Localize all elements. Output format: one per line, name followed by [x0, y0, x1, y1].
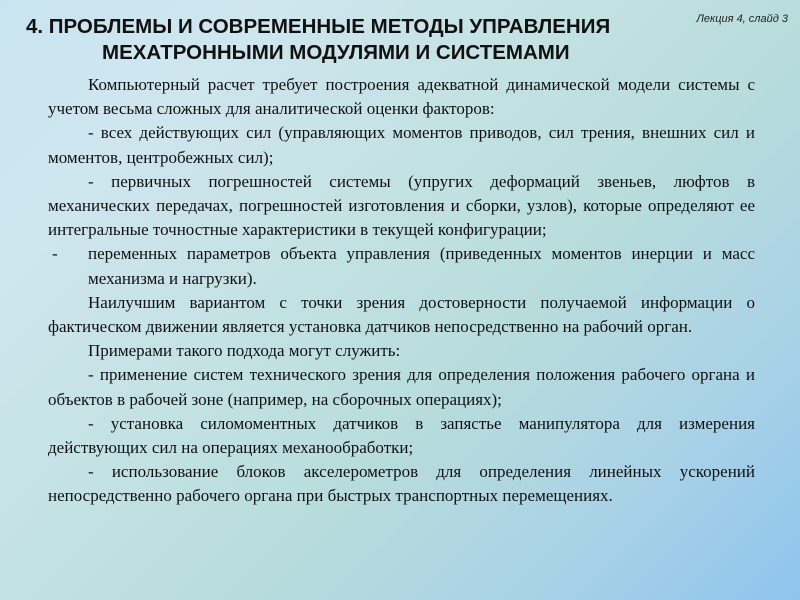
examples-heading: Примерами такого подхода могут служить: — [88, 341, 401, 361]
list-dash: - — [52, 244, 58, 264]
sensor-paragraph: Наилучшим вариантом с точки зрения достоверности получаемой информации о фактическом движении является установка датчиков непосредственно на рабочий орган. — [48, 292, 755, 337]
list-item-forces: - всех действующих сил (управляющих моментов приводов, сил трения, внешних сил и моментов, центробежных сил); — [48, 123, 755, 167]
list-item-errors: - первичных погрешностей системы (упругих деформаций звеньев, люфтов в механических передачах, погрешностей изготовления и сборки, узлов), которые определяют ее интегральные точностные характеристики в текущей конфигурации; — [48, 171, 755, 240]
slide-title-line-2: МЕХАТРОННЫМИ МОДУЛЯМИ И СИСТЕМАМИ — [102, 41, 570, 64]
slide-title — [20, 14, 700, 66]
slide-body — [48, 73, 755, 509]
lecture-slide-ref: Лекция 4, слайд 3 — [696, 13, 788, 25]
list-item-parameters-text: переменных параметров объекта управления (приведенных моментов инерции и масс механизма и нагрузки). — [88, 244, 755, 288]
list-item-vision: - применение систем технического зрения для определения положения рабочего органа и объектов в рабочей зоне (например, на сборочных операциях); — [48, 365, 755, 409]
list-item-parameters — [48, 242, 755, 290]
list-item-force-sensors: - установка силомоментных датчиков в запястье манипулятора для измерения действующих сил на операциях механообработки; — [48, 413, 755, 458]
slide-title-line-1: 4. ПРОБЛЕМЫ И СОВРЕМЕННЫЕ МЕТОДЫ УПРАВЛЕНИЯ — [26, 15, 611, 38]
list-item-accelerometers: - использование блоков акселерометров для определения линейных ускорений непосредственно рабочего органа при быстрых транспортных перемещениях. — [48, 462, 755, 506]
intro-paragraph: Компьютерный расчет требует построения адекватной динамической модели системы с учетом весьма сложных для аналитической оценки факторов: — [48, 75, 755, 119]
